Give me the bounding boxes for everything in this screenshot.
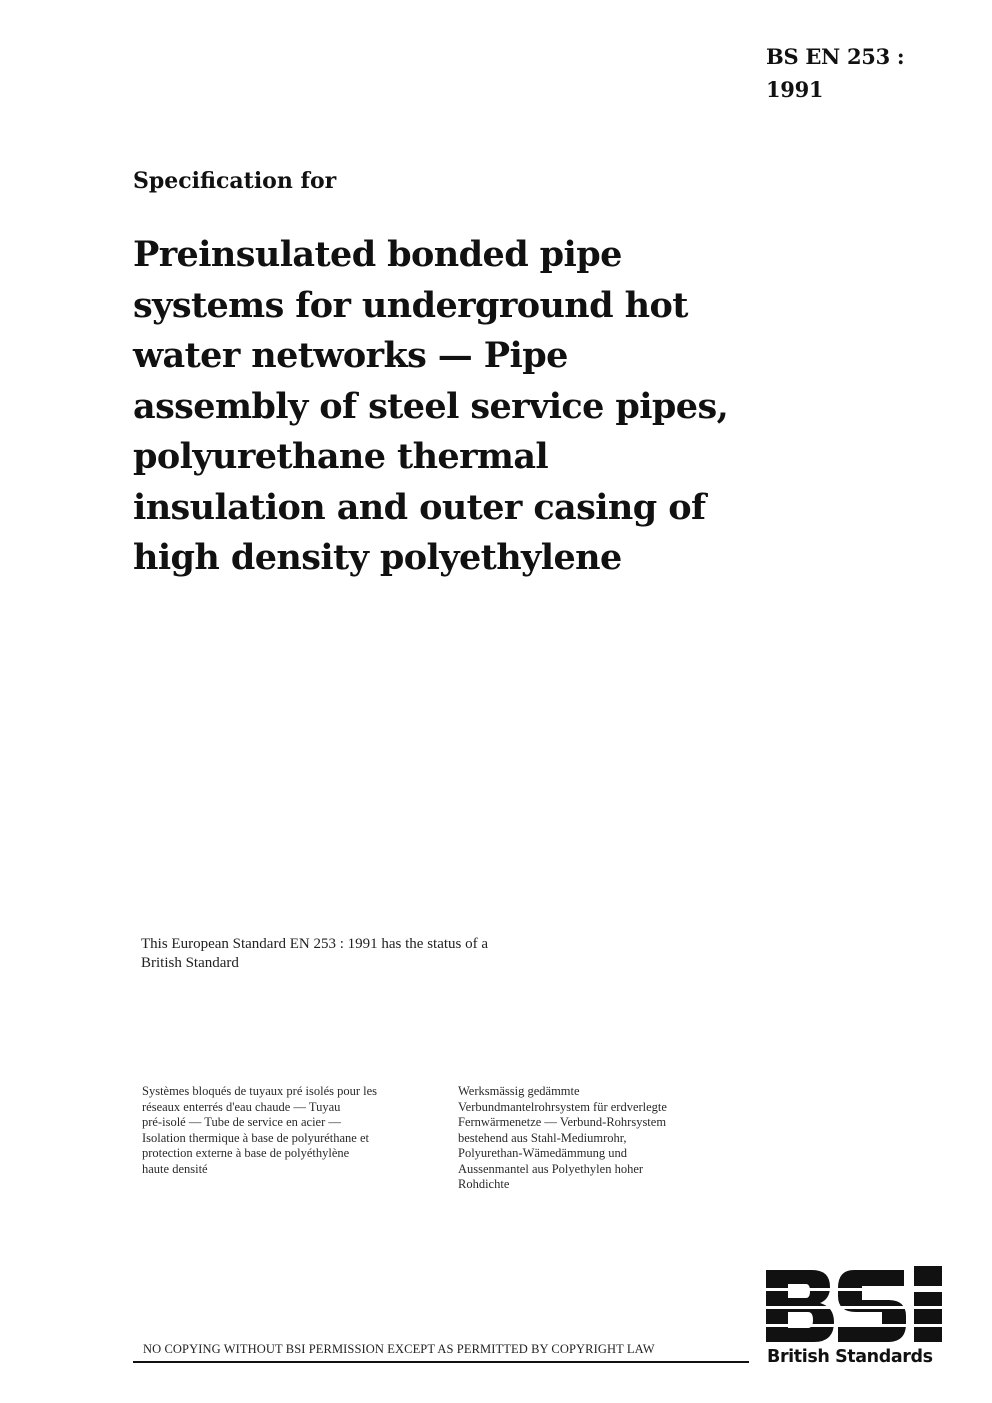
french-title-line: pré-isolé — Tube de service en acier —: [142, 1115, 341, 1129]
status-line: This European Standard EN 253 : 1991 has the status of a: [141, 936, 489, 952]
german-title-line: Aussenmantel aus Polyethylen hoher: [458, 1161, 644, 1176]
german-title-line: Polyurethan-Wämedämmung und: [458, 1146, 628, 1160]
standard-number: [766, 40, 966, 106]
german-title-line: bestehend aus Stahl-Mediumrohr,: [458, 1130, 627, 1145]
french-title-line: protection externe à base de polyéthylène: [142, 1146, 350, 1160]
footer-rule: [133, 1361, 749, 1363]
french-title-line: Systèmes bloqués de tuyaux pré isolés pour les: [142, 1084, 378, 1098]
french-title-line: haute densité: [142, 1161, 208, 1176]
french-title-line: Isolation thermique à base de polyuréthane et: [142, 1130, 370, 1145]
title-line: assembly of steel service pipes,: [133, 385, 729, 427]
title-line: water networks — Pipe: [133, 335, 568, 376]
status-line: British Standard: [141, 955, 239, 971]
german-title-line: Fernwärmenetze — Verbund-Rohrsystem: [458, 1115, 667, 1129]
copyright-notice: NO COPYING WITHOUT BSI PERMISSION EXCEPT AS PERMITTED BY COPYRIGHT LAW: [143, 1342, 655, 1356]
german-title: [458, 1084, 667, 1193]
spec-intro: Specification for: [133, 168, 337, 194]
title-line: insulation and outer casing of: [133, 486, 706, 528]
french-title: [142, 1084, 377, 1177]
status-note: [141, 935, 488, 973]
title-line: high density polyethylene: [133, 537, 622, 578]
french-title-line: réseaux enterrés d'eau chaude — Tuyau: [142, 1099, 341, 1114]
title-line: polyurethane thermal: [133, 436, 549, 477]
german-title-line: Werksmässig gedämmte: [458, 1084, 580, 1098]
standard-number-year: 1991: [766, 77, 824, 102]
german-title-line: Rohdichte: [458, 1177, 510, 1191]
title-line: Preinsulated bonded pipe: [133, 234, 622, 275]
brand-name: British Standards: [767, 1347, 933, 1367]
german-title-line: Verbundmantelrohrsystem für erdverlegte: [458, 1099, 667, 1114]
standard-number-code: BS EN 253 :: [766, 44, 905, 69]
title-line: systems for underground hot: [133, 284, 688, 326]
document-title: [133, 230, 913, 584]
